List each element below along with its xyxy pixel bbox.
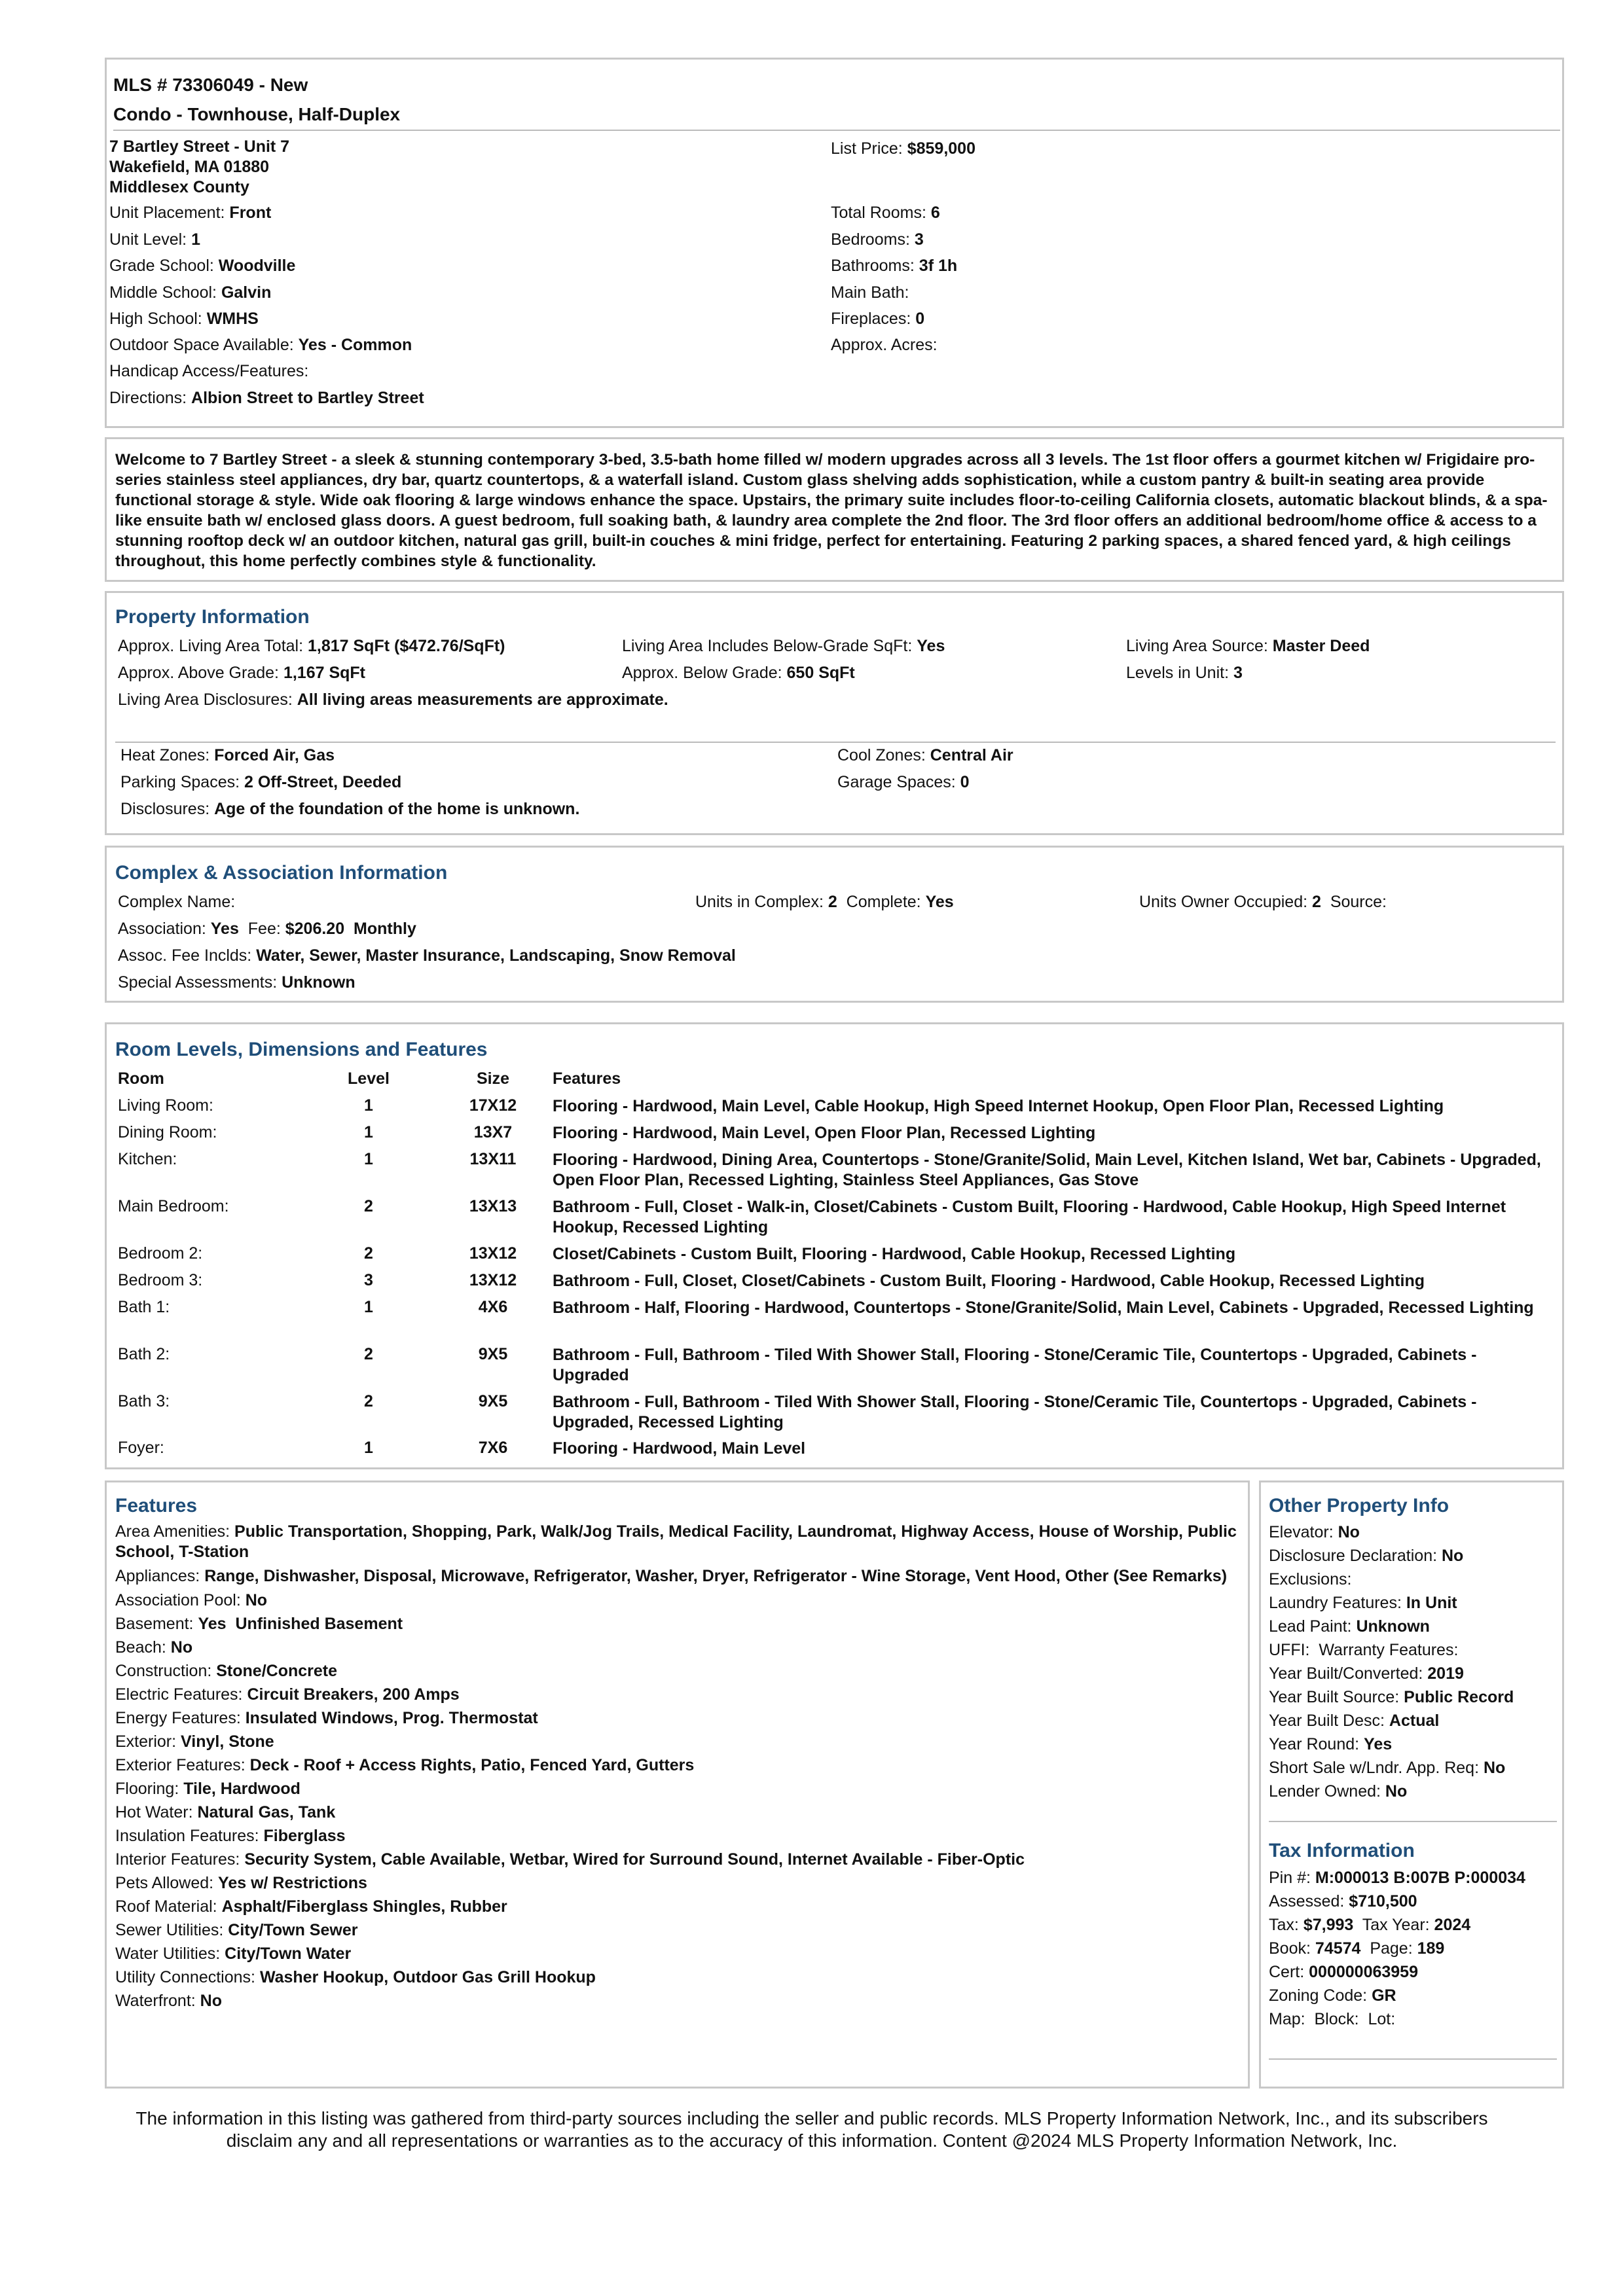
outdoor-space: [109, 336, 412, 355]
feature-label: Exterior Features:: [115, 1756, 246, 1774]
outdoor-space-label: Outdoor Space Available:: [109, 336, 294, 354]
info-label: Year Built/Converted:: [1269, 1664, 1423, 1683]
zoning-label: Zoning Code:: [1269, 1986, 1368, 2005]
owner-occupied-label: Units Owner Occupied:: [1139, 893, 1308, 911]
complex-name-label: Complex Name:: [118, 893, 236, 911]
approx-acres-label: Approx. Acres:: [831, 336, 938, 354]
address-line-1: 7 Bartley Street - Unit 7: [109, 137, 290, 156]
list-item: [1269, 1522, 1557, 1543]
parking-spaces-label: Parking Spaces:: [120, 773, 240, 791]
room-name: Foyer:: [118, 1439, 164, 1457]
high-school: [109, 310, 259, 329]
listing-summary-box: [105, 58, 1564, 428]
disclosures: [120, 800, 579, 819]
units-owner-occupied: [1139, 893, 1387, 912]
room-size: 9X5: [478, 1392, 508, 1410]
tax-book-page: [1269, 1939, 1557, 1959]
feature-value: City/Town Sewer: [228, 1921, 358, 1939]
cool-zones: [837, 746, 1013, 766]
below-grade-included: [622, 637, 945, 656]
main-bath: [831, 283, 909, 303]
room-level: 1: [364, 1096, 373, 1115]
info-label: Short Sale w/Lndr. App. Req:: [1269, 1759, 1480, 1777]
info-label: Year Built Source:: [1269, 1688, 1400, 1706]
feature-value: No: [245, 1591, 268, 1609]
list-item: [115, 1991, 1241, 2011]
room-level: 2: [364, 1345, 373, 1363]
bathrooms-label: Bathrooms:: [831, 257, 915, 275]
info-label: Disclosure Declaration:: [1269, 1547, 1438, 1565]
feature-value: Washer Hookup, Outdoor Gas Grill Hookup: [259, 1968, 596, 1986]
list-item: [115, 1566, 1241, 1587]
outdoor-space-value: Yes - Common: [298, 336, 412, 354]
list-item: [115, 1638, 1241, 1658]
other-info-box: [1259, 1480, 1564, 2089]
room-name: Main Bedroom:: [118, 1197, 229, 1215]
below-grade-label: Approx. Below Grade:: [622, 664, 782, 682]
tax-info-divider: [1269, 2058, 1557, 2060]
list-item: [115, 1685, 1241, 1705]
association-label: Association:: [118, 920, 206, 938]
info-value: No: [1442, 1547, 1464, 1565]
feature-label: Energy Features:: [115, 1709, 241, 1727]
middle-school: [109, 283, 271, 303]
property-info-divider: [115, 742, 1556, 743]
room-features: Flooring - Hardwood, Main Level, Cable Hookup, High Speed Internet Hookup, Open Floor Plan, Recessed Lighting: [553, 1097, 1444, 1115]
bedrooms-label: Bedrooms:: [831, 230, 910, 249]
list-item: [115, 1708, 1241, 1729]
list-item: [115, 1779, 1241, 1799]
garage-spaces-value: 0: [960, 773, 970, 791]
county: Middlesex County: [109, 178, 249, 196]
heat-zones-label: Heat Zones:: [120, 746, 210, 764]
unit-level-label: Unit Level:: [109, 230, 187, 249]
info-value: Unknown: [1356, 1617, 1430, 1636]
feature-label: Construction:: [115, 1662, 212, 1680]
assessed-label: Assessed:: [1269, 1892, 1345, 1910]
mls-number: MLS # 73306049 - New: [113, 75, 308, 95]
fee-includes-value: Water, Sewer, Master Insurance, Landscaping, Snow Removal: [256, 946, 736, 965]
page-value: 189: [1417, 1939, 1445, 1958]
room-level: 2: [364, 1244, 373, 1263]
feature-value: Tile, Hardwood: [183, 1780, 301, 1798]
assessed-value: $710,500: [1349, 1892, 1417, 1910]
tax-value: $7,993: [1303, 1916, 1354, 1934]
directions-label: Directions:: [109, 389, 187, 407]
feature-value: No: [200, 1992, 222, 2010]
complete-value: Yes: [925, 893, 954, 911]
tax-year-label: Tax Year:: [1362, 1916, 1430, 1934]
info-value: Actual: [1389, 1712, 1440, 1730]
info-value: In Unit: [1406, 1594, 1457, 1612]
room-features: Flooring - Hardwood, Dining Area, Countertops - Stone/Granite/Solid, Main Level, Kitchen Island, Wet bar, Cabinets - Upgraded, Open Floor Plan, Recessed Lighting, Stainless Steel Appliances, Gas Stove: [553, 1151, 1541, 1189]
feature-value: Vinyl, Stone: [181, 1732, 274, 1751]
middle-school-label: Middle School:: [109, 283, 217, 302]
below-grade-included-label: Living Area Includes Below-Grade SqFt:: [622, 637, 913, 655]
fee-period: Monthly: [354, 920, 416, 938]
info-value: Yes: [1364, 1735, 1393, 1753]
room-name: Bath 2:: [118, 1345, 170, 1363]
tax-label: Tax:: [1269, 1916, 1299, 1934]
room-features: Bathroom - Full, Closet, Closet/Cabinets - Custom Built, Flooring - Hardwood, Cable Hookup, Recessed Lighting: [553, 1272, 1425, 1290]
complex-association-box: [105, 846, 1564, 1003]
rooms-header-level: Level: [348, 1069, 390, 1088]
info-label: Exclusions:: [1269, 1570, 1352, 1588]
feature-value: Stone/Concrete: [216, 1662, 338, 1680]
list-item: [115, 1944, 1241, 1964]
living-area-disclosures-value: All living areas measurements are approximate.: [297, 691, 668, 709]
room-level: 2: [364, 1197, 373, 1215]
association-fee: [118, 920, 416, 939]
living-area-total-value: 1,817 SqFt ($472.76/SqFt): [308, 637, 505, 655]
zoning-value: GR: [1372, 1986, 1396, 2005]
living-area-disclosures: [118, 691, 668, 710]
map-block-lot: Map: Block: Lot:: [1269, 2010, 1396, 2028]
below-grade-included-value: Yes: [917, 637, 945, 655]
middle-school-value: Galvin: [221, 283, 272, 302]
feature-value: No: [170, 1638, 193, 1657]
room-size: 9X5: [478, 1345, 508, 1363]
room-size: 13X12: [469, 1271, 517, 1289]
tax-info-list: [1269, 1868, 1557, 2030]
directions: [109, 389, 424, 408]
room-size: 13X7: [473, 1123, 513, 1141]
room-name: Bath 3:: [118, 1392, 170, 1410]
other-info-list: [1269, 1522, 1557, 1805]
zoning-code: [1269, 1986, 1557, 2006]
main-bath-label: Main Bath:: [831, 283, 909, 302]
below-grade: [622, 664, 855, 683]
handicap-access-label: Handicap Access/Features:: [109, 362, 309, 380]
parking-spaces: [120, 773, 401, 793]
info-value: 2019: [1427, 1664, 1464, 1683]
feature-value: Yes Unfinished Basement: [198, 1615, 403, 1633]
unit-level: [109, 230, 200, 250]
list-item: [115, 1920, 1241, 1941]
disclosures-label: Disclosures:: [120, 800, 210, 818]
list-item: [115, 1826, 1241, 1846]
property-info-title: Property Information: [115, 606, 310, 628]
feature-label: Beach:: [115, 1638, 166, 1657]
list-item: [115, 1967, 1241, 1988]
feature-label: Exterior:: [115, 1732, 177, 1751]
room-size: 4X6: [478, 1298, 508, 1316]
feature-label: Insulation Features:: [115, 1827, 259, 1845]
remarks-box: [105, 437, 1564, 582]
info-label: Lender Owned:: [1269, 1782, 1381, 1801]
total-rooms-label: Total Rooms:: [831, 204, 926, 222]
room-level: 1: [364, 1123, 373, 1141]
list-price: [831, 139, 976, 159]
source-label: Source:: [1330, 893, 1387, 911]
list-item: [115, 1803, 1241, 1823]
pin-value: M:000013 B:007B P:000034: [1315, 1869, 1525, 1887]
feature-label: Appliances:: [115, 1567, 200, 1585]
room-features: Flooring - Hardwood, Main Level: [553, 1439, 806, 1458]
room-level: 2: [364, 1392, 373, 1410]
page-label: Page:: [1370, 1939, 1413, 1958]
garage-spaces-label: Garage Spaces:: [837, 773, 956, 791]
feature-label: Area Amenities:: [115, 1522, 230, 1541]
units-in-complex: [695, 893, 954, 912]
living-area-total: [118, 637, 505, 656]
room-size: 17X12: [469, 1096, 517, 1115]
list-price-value: $859,000: [907, 139, 976, 158]
levels-in-unit-label: Levels in Unit:: [1126, 664, 1230, 682]
tax-year-value: 2024: [1434, 1916, 1471, 1934]
feature-label: Flooring:: [115, 1780, 179, 1798]
info-label: Laundry Features:: [1269, 1594, 1402, 1612]
parking-spaces-value: 2 Off-Street, Deeded: [244, 773, 402, 791]
high-school-label: High School:: [109, 310, 202, 328]
room-size: 13X11: [469, 1150, 517, 1168]
room-features: Bathroom - Full, Bathroom - Tiled With Shower Stall, Flooring - Stone/Ceramic Tile, Countertops - Upgraded, Cabinets - Upgraded, Recessed Lighting: [553, 1393, 1477, 1431]
approx-acres: [831, 336, 938, 355]
complete-label: Complete:: [846, 893, 921, 911]
units-in-complex-label: Units in Complex:: [695, 893, 824, 911]
garage-spaces: [837, 773, 970, 793]
feature-label: Waterfront:: [115, 1992, 196, 2010]
tax-assessed: [1269, 1892, 1557, 1912]
high-school-value: WMHS: [206, 310, 259, 328]
living-area-source: [1126, 637, 1370, 656]
rooms-box: [105, 1022, 1564, 1469]
living-area-source-label: Living Area Source:: [1126, 637, 1268, 655]
list-item: [1269, 1664, 1557, 1684]
room-features: Flooring - Hardwood, Main Level, Open Floor Plan, Recessed Lighting: [553, 1124, 1096, 1142]
other-info-divider: [1269, 1821, 1557, 1822]
bedrooms-value: 3: [914, 230, 924, 249]
list-item: [1269, 1617, 1557, 1637]
pin-label: Pin #:: [1269, 1869, 1311, 1887]
association-value: Yes: [210, 920, 239, 938]
room-level: 1: [364, 1298, 373, 1316]
living-area-source-value: Master Deed: [1272, 637, 1370, 655]
grade-school-label: Grade School:: [109, 257, 214, 275]
room-name: Kitchen:: [118, 1150, 177, 1168]
tax-amount: [1269, 1915, 1557, 1935]
list-item: [115, 1590, 1241, 1611]
below-grade-value: 650 SqFt: [786, 664, 855, 682]
living-area-total-label: Approx. Living Area Total:: [118, 637, 304, 655]
features-list: [115, 1522, 1241, 2015]
special-assessments: [118, 973, 356, 993]
disclosures-value: Age of the foundation of the home is unknown.: [214, 800, 580, 818]
property-type: Condo - Townhouse, Half-Duplex: [113, 104, 401, 124]
list-item: [115, 1522, 1241, 1562]
rooms-header-features: Features: [553, 1069, 621, 1088]
fee-label: Fee:: [247, 920, 281, 938]
room-name: Living Room:: [118, 1096, 213, 1115]
list-item: [115, 1850, 1241, 1870]
room-level: 1: [364, 1439, 373, 1457]
list-item: [115, 1732, 1241, 1752]
units-in-complex-value: 2: [828, 893, 837, 911]
levels-in-unit: [1126, 664, 1243, 683]
book-label: Book:: [1269, 1939, 1311, 1958]
bathrooms-value: 3f 1h: [919, 257, 958, 275]
room-features: Bathroom - Full, Bathroom - Tiled With Shower Stall, Flooring - Stone/Ceramic Tile, Countertops - Upgraded, Cabinets - Upgraded: [553, 1346, 1477, 1384]
feature-label: Pets Allowed:: [115, 1874, 214, 1892]
grade-school-value: Woodville: [218, 257, 296, 275]
tax-cert: [1269, 1962, 1557, 1982]
list-item: [115, 1873, 1241, 1893]
fee-value: $206.20: [285, 920, 345, 938]
info-label: Elevator:: [1269, 1523, 1334, 1541]
fireplaces-value: 0: [915, 310, 925, 328]
room-name: Dining Room:: [118, 1123, 217, 1141]
feature-label: Water Utilities:: [115, 1945, 221, 1963]
list-item: [1269, 1734, 1557, 1755]
list-item: [1269, 1687, 1557, 1708]
rooms-title: Room Levels, Dimensions and Features: [115, 1039, 488, 1060]
cert-label: Cert:: [1269, 1963, 1305, 1981]
above-grade-label: Approx. Above Grade:: [118, 664, 279, 682]
living-area-disclosures-label: Living Area Disclosures:: [118, 691, 293, 709]
unit-level-value: 1: [191, 230, 200, 249]
feature-label: Utility Connections:: [115, 1968, 255, 1986]
fee-includes: [118, 946, 736, 966]
list-item: [115, 1614, 1241, 1634]
list-item: [1269, 1782, 1557, 1802]
room-features: Closet/Cabinets - Custom Built, Flooring - Hardwood, Cable Hookup, Recessed Lighting: [553, 1245, 1236, 1263]
list-item: [1269, 1711, 1557, 1731]
public-remarks: Welcome to 7 Bartley Street - a sleek & stunning contemporary 3-bed, 3.5-bath home filled w/ modern upgrades across all 3 levels. The 1st floor offers a gourmet kitchen w/ Frigidaire pro-series stainless steel appliances, dry bar, quartz countertops, & a waterfall island. Custom glass shelving adds sophistication, while a custom pantry & built-in seating area provide functional storage & style. Wide oak flooring & large windows enhance the space. Upstairs, the primary suite includes floor-to-ceiling California closets, automatic blackout blinds, & a spa-like ensuite bath w/ enclosed glass doors. A guest bedroom, full soaking bath, & laundry area complete the 2nd floor. The 3rd floor offers an additional bedroom/home office & access to a stunning rooftop deck w/ an outdoor kitchen, natural gas grill, built-in couches & mini fridge, perfect for entertaining. Featuring 2 parking spaces, a shared fenced yard, & high ceilings throughout, this home perfectly combines style & functionality.: [115, 451, 1548, 570]
info-value: No: [1484, 1759, 1506, 1777]
cert-value: 000000063959: [1309, 1963, 1418, 1981]
feature-value: Security System, Cable Available, Wetbar, Wired for Surround Sound, Internet Available - Fiber-Optic: [244, 1850, 1025, 1869]
list-item: [1269, 1758, 1557, 1778]
feature-value: Insulated Windows, Prog. Thermostat: [245, 1709, 538, 1727]
list-item: [115, 1755, 1241, 1776]
fireplaces-label: Fireplaces:: [831, 310, 911, 328]
feature-label: Electric Features:: [115, 1685, 243, 1704]
list-item: [115, 1661, 1241, 1681]
feature-label: Roof Material:: [115, 1897, 217, 1916]
special-assessments-value: Unknown: [282, 973, 356, 992]
header-divider: [113, 130, 1560, 131]
property-info-box: [105, 591, 1564, 835]
bedrooms: [831, 230, 924, 250]
tax-pin: [1269, 1868, 1557, 1888]
heat-zones: [120, 746, 335, 766]
unit-placement-label: Unit Placement:: [109, 204, 225, 222]
levels-in-unit-value: 3: [1233, 664, 1243, 682]
room-size: 7X6: [478, 1439, 508, 1457]
bathrooms: [831, 257, 957, 276]
complex-association-title: Complex & Association Information: [115, 862, 448, 884]
list-price-label: List Price:: [831, 139, 903, 158]
complex-name: [118, 893, 235, 912]
feature-value: Public Transportation, Shopping, Park, Walk/Jog Trails, Medical Facility, Laundromat, Highway Access, House of Worship, Public School, T-Station: [115, 1522, 1237, 1561]
list-item: [1269, 1593, 1557, 1613]
feature-value: Circuit Breakers, 200 Amps: [247, 1685, 460, 1704]
directions-value: Albion Street to Bartley Street: [191, 389, 424, 407]
list-item: [115, 1897, 1241, 1917]
total-rooms-value: 6: [930, 204, 940, 222]
room-features: Bathroom - Full, Closet - Walk-in, Closet/Cabinets - Custom Built, Flooring - Hardwood, Cable Hookup, High Speed Internet Hookup, Recessed Lighting: [553, 1198, 1506, 1236]
list-item: [1269, 1640, 1557, 1660]
disclaimer-footer: The information in this listing was gathered from third-party sources including the seller and public records. MLS Property Information Network, Inc., and its subscribers disclaim any and all representations or warranties as to the accuracy of this information. Content @2024 MLS Property Information Network, Inc.: [136, 2108, 1488, 2151]
room-size: 13X13: [469, 1197, 517, 1215]
info-value: No: [1338, 1523, 1360, 1541]
feature-label: Basement:: [115, 1615, 194, 1633]
grade-school: [109, 257, 295, 276]
total-rooms: [831, 204, 940, 223]
feature-label: Sewer Utilities:: [115, 1921, 224, 1939]
room-name: Bedroom 3:: [118, 1271, 203, 1289]
list-item: [1269, 1570, 1557, 1590]
room-name: Bath 1:: [118, 1298, 170, 1316]
info-label: UFFI: Warranty Features:: [1269, 1641, 1459, 1659]
feature-value: Range, Dishwasher, Disposal, Microwave, Refrigerator, Washer, Dryer, Refrigerator - Wine Storage, Vent Hood, Other (See Remarks): [204, 1567, 1228, 1585]
feature-label: Interior Features:: [115, 1850, 240, 1869]
rooms-header-room: Room: [118, 1069, 164, 1088]
unit-placement: [109, 204, 271, 223]
feature-label: Hot Water:: [115, 1803, 193, 1821]
fireplaces: [831, 310, 924, 329]
features-title: Features: [115, 1495, 198, 1516]
info-label: Year Round:: [1269, 1735, 1360, 1753]
unit-placement-value: Front: [229, 204, 272, 222]
cool-zones-value: Central Air: [930, 746, 1013, 764]
address-line-2: Wakefield, MA 01880: [109, 158, 270, 176]
info-label: Lead Paint:: [1269, 1617, 1352, 1636]
feature-label: Association Pool:: [115, 1591, 241, 1609]
info-label: Year Built Desc:: [1269, 1712, 1385, 1730]
info-value: No: [1385, 1782, 1408, 1801]
heat-zones-value: Forced Air, Gas: [214, 746, 335, 764]
cool-zones-label: Cool Zones:: [837, 746, 926, 764]
tax-info-title: Tax Information: [1269, 1840, 1415, 1861]
feature-value: Fiberglass: [263, 1827, 346, 1845]
list-item: [1269, 1546, 1557, 1566]
above-grade-value: 1,167 SqFt: [283, 664, 365, 682]
info-value: Public Record: [1404, 1688, 1514, 1706]
rooms-header-size: Size: [476, 1069, 510, 1088]
above-grade: [118, 664, 365, 683]
features-box: [105, 1480, 1250, 2089]
fee-includes-label: Assoc. Fee Inclds:: [118, 946, 252, 965]
room-name: Bedroom 2:: [118, 1244, 203, 1263]
handicap-access: [109, 362, 308, 382]
owner-occupied-value: 2: [1312, 893, 1321, 911]
room-features: Bathroom - Half, Flooring - Hardwood, Countertops - Stone/Granite/Solid, Main Level, Cabinets - Upgraded, Recessed Lighting: [553, 1299, 1534, 1317]
book-value: 74574: [1315, 1939, 1361, 1958]
room-level: 1: [364, 1150, 373, 1168]
other-info-title: Other Property Info: [1269, 1495, 1450, 1516]
feature-value: Yes w/ Restrictions: [218, 1874, 367, 1892]
room-level: 3: [364, 1271, 373, 1289]
special-assessments-label: Special Assessments:: [118, 973, 278, 992]
feature-value: Natural Gas, Tank: [197, 1803, 336, 1821]
feature-value: Asphalt/Fiberglass Shingles, Rubber: [221, 1897, 507, 1916]
feature-value: Deck - Roof + Access Rights, Patio, Fenced Yard, Gutters: [249, 1756, 695, 1774]
room-size: 13X12: [469, 1244, 517, 1263]
feature-value: City/Town Water: [225, 1945, 352, 1963]
